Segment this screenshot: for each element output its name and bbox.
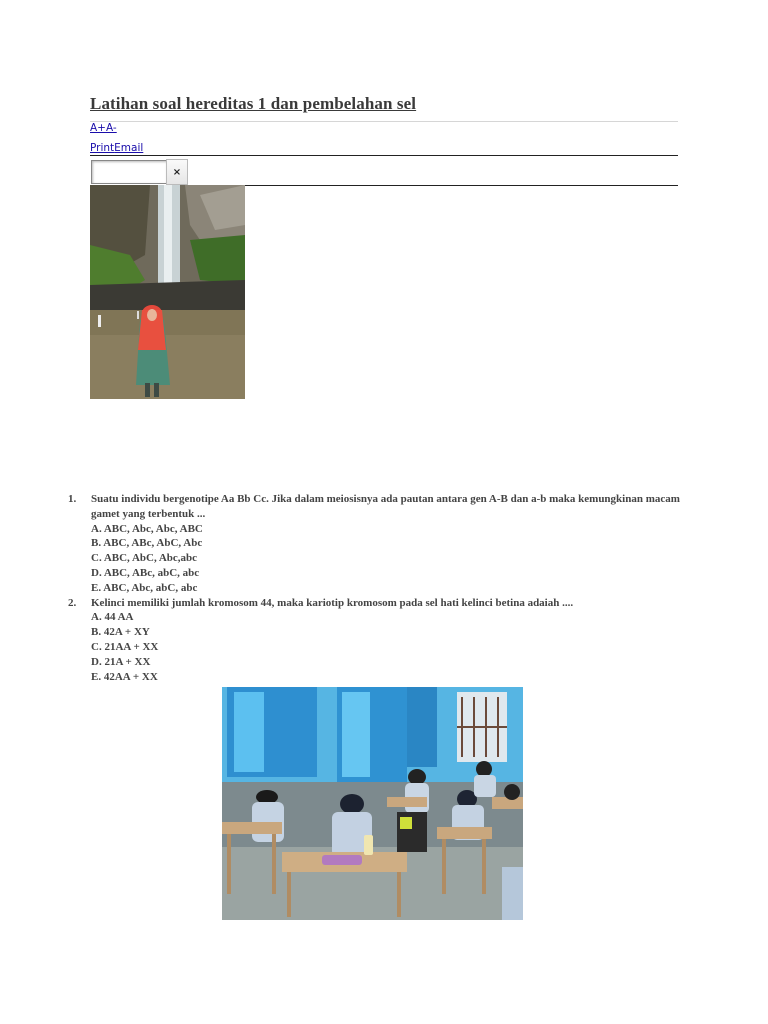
question-text: Suatu individu bergenotipe Aa Bb Cc. Jika dalam meiosisnya ada pautan antara gen A-B dan a-b maka kemungkinan macam gamet yang terbentuk ... (91, 493, 680, 520)
classroom-photo (222, 687, 523, 920)
question-list (68, 492, 688, 684)
answer-option: B. 42A + XY (91, 626, 150, 639)
search-input[interactable] (91, 160, 167, 184)
question-number: 2. (68, 596, 77, 609)
question-number: 1. (68, 493, 77, 505)
question-item (68, 492, 688, 596)
answer-option: A. ABC, Abc, Abc, ABC (91, 522, 203, 535)
close-button[interactable] (166, 159, 188, 185)
answer-option: E. ABC, Abc, abC, abc (91, 581, 198, 594)
close-icon: × (172, 166, 182, 178)
answer-option: C. ABC, AbC, Abc,abc (91, 552, 198, 565)
font-increase-link[interactable]: A+ (90, 122, 106, 134)
answer-option: D. 21A + XX (91, 655, 151, 668)
author-photo (90, 185, 245, 399)
question-item (68, 596, 688, 685)
title-divider (90, 121, 678, 122)
answer-option: B. ABC, ABc, AbC, Abc (91, 537, 203, 550)
answer-option: C. 21AA + XX (91, 640, 159, 653)
font-size-controls (90, 122, 117, 134)
email-link[interactable]: Email (114, 142, 144, 154)
answer-option: A. 44 AA (91, 611, 134, 624)
answer-option: E. 42AA + XX (91, 670, 158, 683)
toolbar-divider-top (90, 155, 678, 156)
answer-option: D. ABC, ABc, abC, abc (91, 566, 200, 579)
question-text: Kelinci memiliki jumlah kromosom 44, maka kariotip kromosom pada sel hati kelinci betina adaiah .... (91, 596, 574, 609)
font-decrease-link[interactable]: A- (105, 122, 117, 134)
article-title[interactable]: Latihan soal hereditas 1 dan pembelahan sel (90, 94, 417, 113)
print-link[interactable]: Print (90, 142, 115, 154)
share-controls (90, 142, 143, 154)
